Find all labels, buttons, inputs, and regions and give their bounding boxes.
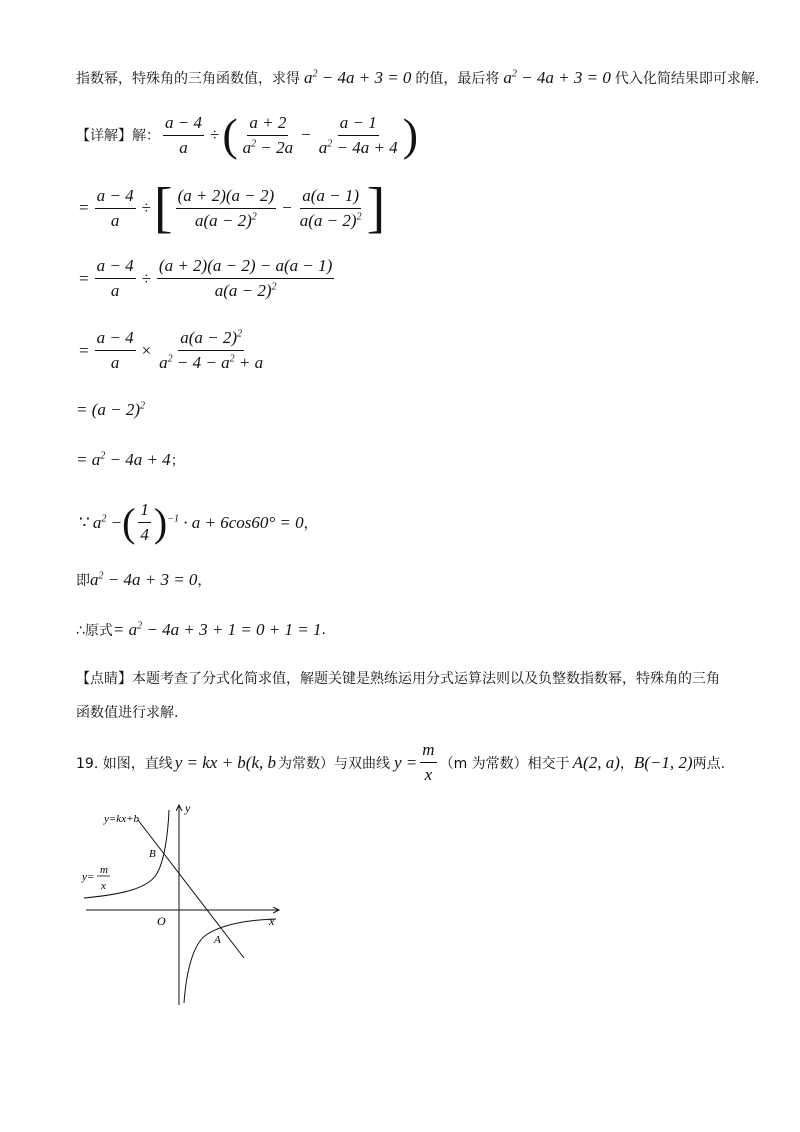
because-line: ∵ $a^2$ − ( $\frac{1}{4}$ ) $^{-1}$ · a + 6cos60° = 0 ， bbox=[79, 499, 318, 545]
step-5: = $a^2 - 4a + 4$ ； bbox=[76, 450, 185, 469]
fraction-1: $\frac{a + 2}{a^2 - 2a}$ bbox=[242, 112, 294, 157]
line-label: y=kx+b bbox=[104, 813, 139, 825]
step-1: = $\frac{a - 4}{a}$ ÷ [ $\frac{(a + 2)(a - 2)}{a(a - 2)^2}$ − $\frac{a(a - 1)}{a(a - 2)^2}$ ] bbox=[79, 177, 386, 239]
function-graph bbox=[76, 795, 296, 1010]
step3-frac: $\frac{a(a - 2)^2}{a^2 - 4 - a^2 + a}$ bbox=[159, 328, 264, 372]
fraction-2: $\frac{a - 1}{a^2 - 4a + 4}$ bbox=[318, 112, 398, 157]
step-2: = $\frac{a - 4}{a}$ ÷ $\frac{(a + 2)(a - 2) - a(a - 1)}{a(a - 2)^2}$ bbox=[79, 256, 333, 300]
axis-x-label: x bbox=[269, 914, 275, 928]
hyperbola-label-y: y= bbox=[82, 871, 95, 883]
step1-frac-1: $\frac{(a + 2)(a - 2)}{a(a - 2)^2}$ bbox=[177, 185, 275, 230]
hyperbola-label-x: x bbox=[101, 880, 106, 892]
therefore-line: ∴原式 = $a^2 - 4a + 3 + 1 = 0 + 1 = 1$ . bbox=[76, 620, 326, 639]
solution-start: 【详解】解： $\frac{a - 4}{a}$ ÷ ( $\frac{a + 2}{a^2 - 2a}$ − $\frac{a - 1}{a^2 - 4a + 4}$ ) bbox=[76, 109, 419, 160]
step2-frac: $\frac{(a + 2)(a - 2) - a(a - 1)}{a(a - 2)^2}$ bbox=[158, 256, 333, 300]
origin-label: O bbox=[157, 914, 166, 928]
comment-line-1: 【点睛】本题考查了分式化简求值，解题关键是熟练运用分式运算法则以及负整数指数幂，特殊角的三角 bbox=[76, 671, 720, 687]
step-3: = $\frac{a - 4}{a}$ × $\frac{a(a - 2)^2}{a^2 - 4 - a^2 + a}$ bbox=[79, 328, 264, 372]
intro-text-1: 指数幂，特殊角的三角函数值，求得 bbox=[76, 71, 300, 87]
line-graph bbox=[138, 820, 244, 958]
axis-y-label: y bbox=[185, 801, 191, 815]
hyperbola-label-m: m bbox=[100, 864, 108, 876]
ji-line: 即 $a^2 - 4a + 3 = 0$ ， bbox=[76, 570, 212, 589]
problem-19: 19. 如图，直线 y = kx + b(k, b 为常数）与双曲线 y = $\frac{m}{x}$ （m 为常数）相交于 A(2, a) ， B(−1, 2) 两点. bbox=[76, 740, 726, 784]
point-b-label: B bbox=[149, 848, 156, 860]
intro-text-2: 的值，最后将 bbox=[415, 71, 500, 87]
intro-line bbox=[76, 68, 759, 88]
fraction-a4: $\frac{a - 4}{a}$ bbox=[165, 112, 202, 157]
comment-line-2: 函数值进行求解. bbox=[76, 705, 179, 721]
step1-frac-2: $\frac{a(a - 1)}{a(a - 2)^2}$ bbox=[299, 185, 362, 230]
intro-equation-2: $a^2 - 4a + 3 = 0$ bbox=[503, 68, 611, 87]
solution-label: 【详解】解： bbox=[76, 128, 160, 144]
hyperbola-branch-right bbox=[184, 919, 276, 1003]
intro-equation: $a^2 - 4a + 3 = 0$ bbox=[304, 68, 412, 87]
point-a-label: A bbox=[214, 934, 221, 946]
step-4: = $(a - 2)^2$ bbox=[76, 400, 146, 419]
intro-text-3: 代入化简结果即可求解. bbox=[614, 71, 760, 87]
